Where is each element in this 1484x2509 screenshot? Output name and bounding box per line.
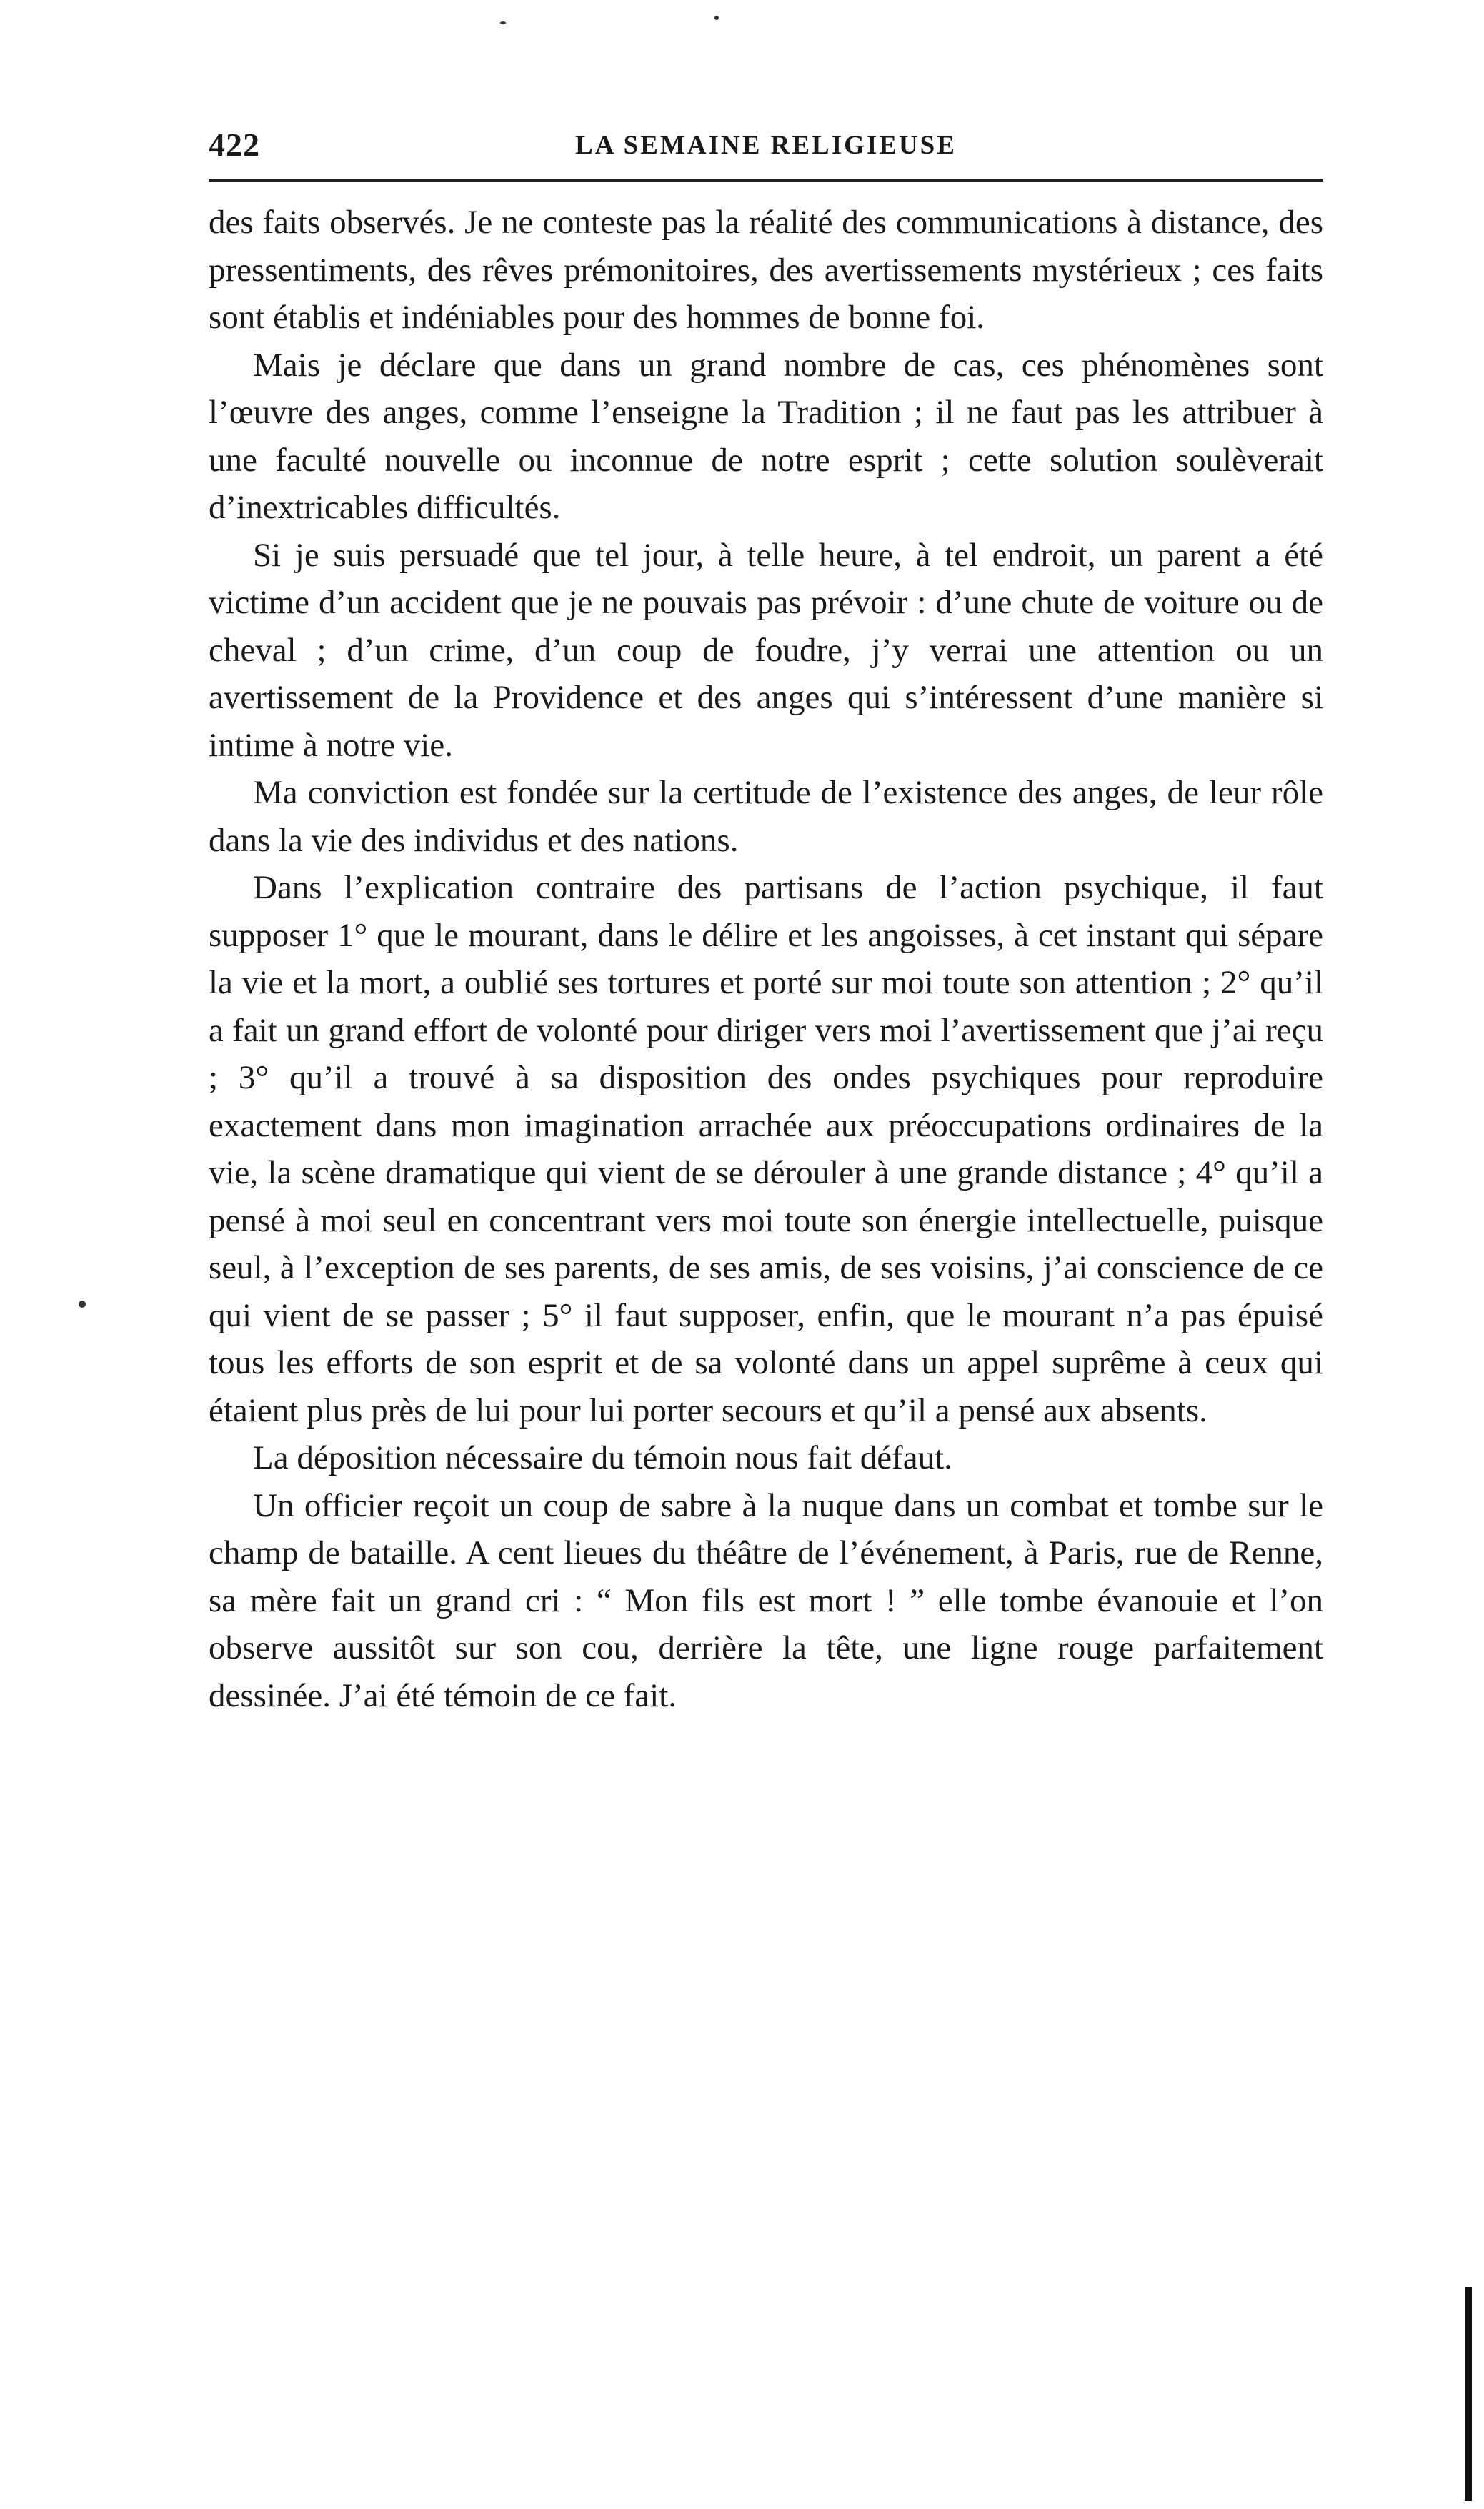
paragraph-7: Un officier reçoit un coup de sabre à la nuque dans un combat et tombe sur le champ de bataille. A cent lieues du théâtre de l’événement, à Paris, rue de Renne, sa mère fait un grand cri : “ Mon fils est mort ! ” elle tombe évanouie et l’on observe aussitôt sur son cou, derrière la tête, une ligne rouge parfaitement dessinée. J’ai été témoin de ce fait. xyxy=(209,1486,1323,1714)
running-title: LA SEMAINE RELIGIEUSE xyxy=(575,131,957,160)
page-number: 422 xyxy=(209,126,260,163)
print-speck xyxy=(714,16,719,20)
paragraph-6: La déposition nécessaire du témoin nous fait défaut. xyxy=(253,1439,952,1476)
paragraph-4: Ma conviction est fondée sur la certitude de l’existence des anges, de leur rôle dans la vie des individus et des nations. xyxy=(209,774,1323,859)
paragraph-5: Dans l’explication contraire des partisans de l’action psychique, il faut supposer 1° que le mourant, dans le délire et les angoisses, à cet instant qui sépare la vie et la mort, a oublié ses tortures et porté sur moi toute son attention ; 2° qu’il a fait un grand effort de volonté pour diriger vers moi l’avertissement que j’ai reçu ; 3° qu’il a trouvé à sa disposition des ondes psychiques pour reproduire exactement dans mon imagination arrachée aux préoccupations ordinaires de la vie, la scène dramatique qui vient de se dérouler à une grande distance ; 4° qu’il a pensé à moi seul en concentrant vers moi toute son énergie intellectuelle, puisque seul, à l’exception de ses parents, de ses amis, de ses voisins, j’ai conscience de ce qui vient de se passer ; 5° il faut supposer, enfin, que le mourant n’a pas épuisé tous les efforts de son esprit et de sa volonté dans un appel suprême à ceux qui étaient plus près de lui pour lui porter secours et qu’il a pensé aux absents. xyxy=(209,869,1323,1429)
body-text xyxy=(209,199,1323,1719)
print-speck xyxy=(500,21,506,24)
paragraph-3: Si je suis persuadé que tel jour, à telle heure, à tel endroit, un parent a été victime d’un accident que je ne pouvais pas prévoir : d’une chute de voiture ou de cheval ; d’un crime, d’un coup de foudre, j’y verrai une attention ou un avertissement de la Providence et des anges qui s’intéressent d’une manière si intime à notre vie. xyxy=(209,536,1323,764)
header-rule xyxy=(209,179,1323,182)
paragraph-2: Mais je déclare que dans un grand nombre de cas, ces phénomènes sont l’œuvre des anges, comme l’enseigne la Tradition ; il ne faut pas les attribuer à une faculté nouvelle ou inconnue de notre esprit ; cette solution soulèverait d’inextricables difficultés. xyxy=(209,346,1323,526)
paragraph-1: des faits observés. Je ne conteste pas la réalité des communications à distance, des pressentiments, des rêves prémonitoires, des avertissements mystérieux ; ces faits sont établis et indéniables pour des hommes de bonne foi. xyxy=(209,204,1323,336)
page-edge-shadow xyxy=(1465,2287,1472,2501)
running-head xyxy=(209,126,1323,172)
print-speck xyxy=(79,1301,86,1308)
